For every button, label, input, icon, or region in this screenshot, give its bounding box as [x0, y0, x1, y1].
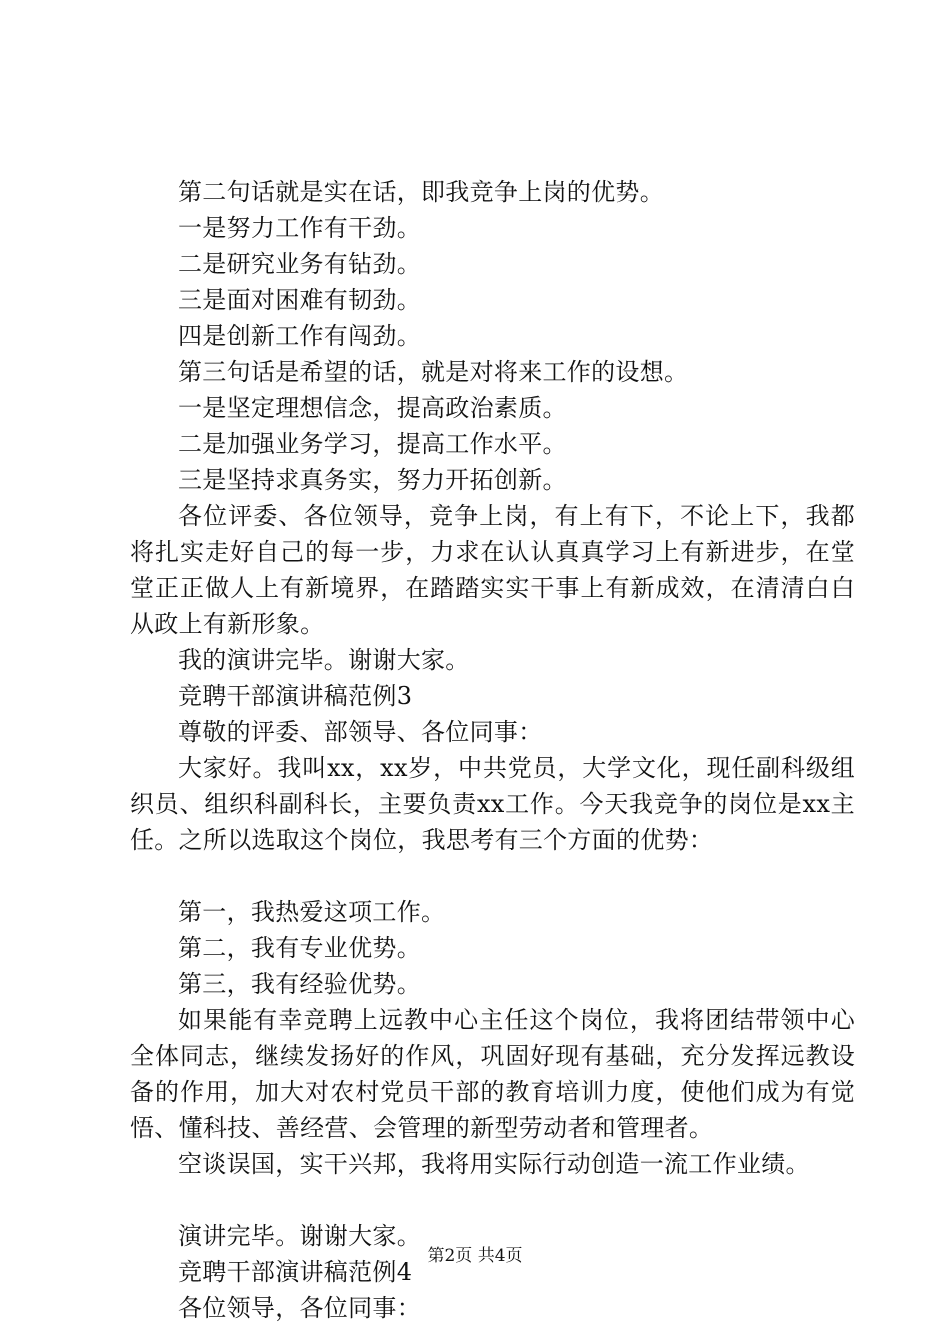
section-heading: 竞聘干部演讲稿范例3 — [178, 682, 413, 710]
paragraph: 如果能有幸竞聘上远教中心主任这个岗位，我将团结带领中心全体同志，继续发扬好的作风，巩固好现有基础，充分发挥远教设备的作用，加大对农村党员干部的教育培训力度，使他们成为有觉悟、懂科技、善经营、会管理的新型劳动者和管理者。 — [130, 1006, 855, 1142]
paragraph: 三是面对困难有韧劲。 — [178, 286, 421, 314]
paragraph: 演讲完毕。谢谢大家。 — [178, 1222, 421, 1250]
document-body — [130, 174, 855, 1326]
page-number-footer: 第2页 共4页 — [427, 1246, 523, 1266]
paragraph: 尊敬的评委、部领导、各位同事： — [178, 718, 543, 746]
paragraph: 一是努力工作有干劲。 — [178, 214, 421, 242]
paragraph: 二是研究业务有钻劲。 — [178, 250, 421, 278]
paragraph: 第三句话是希望的话，就是对将来工作的设想。 — [178, 358, 689, 386]
paragraph: 各位领导，各位同事： — [178, 1294, 421, 1322]
paragraph: 三是坚持求真务实，努力开拓创新。 — [178, 466, 567, 494]
paragraph: 我的演讲完毕。谢谢大家。 — [178, 646, 470, 674]
paragraph: 第三，我有经验优势。 — [178, 970, 421, 998]
paragraph: 各位评委、各位领导，竞争上岗，有上有下，不论上下，我都将扎实走好自己的每一步，力求在认认真真学习上有新进步，在堂堂正正做人上有新境界，在踏踏实实干事上有新成效，在清清白白从政上有新形象。 — [130, 502, 855, 638]
paragraph: 一是坚定理想信念，提高政治素质。 — [178, 394, 567, 422]
paragraph: 第一，我热爱这项工作。 — [178, 898, 446, 926]
section-heading: 竞聘干部演讲稿范例4 — [178, 1258, 413, 1286]
paragraph: 空谈误国，实干兴邦，我将用实际行动创造一流工作业绩。 — [178, 1150, 810, 1178]
paragraph: 第二，我有专业优势。 — [178, 934, 421, 962]
paragraph: 二是加强业务学习，提高工作水平。 — [178, 430, 567, 458]
paragraph: 大家好。我叫xx，xx岁，中共党员，大学文化，现任副科级组织员、组织科副科长，主要负责xx工作。今天我竞争的岗位是xx主任。之所以选取这个岗位，我思考有三个方面的优势： — [130, 754, 855, 854]
paragraph: 四是创新工作有闯劲。 — [178, 322, 421, 350]
paragraph: 第二句话就是实在话，即我竞争上岗的优势。 — [178, 178, 664, 206]
